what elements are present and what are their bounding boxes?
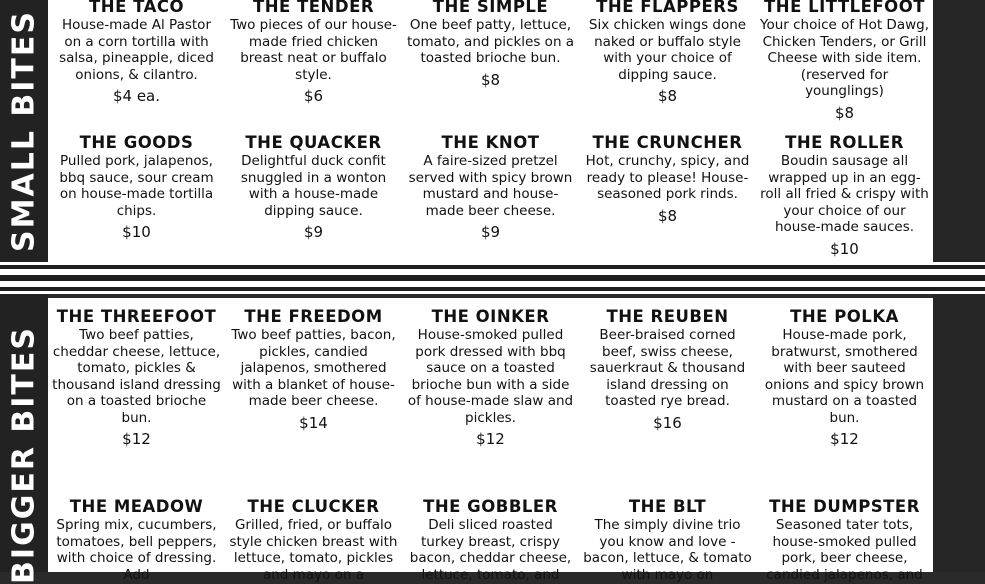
item-description: Six chicken wings done naked or buffalo style with your choice of dipping sauce. xyxy=(588,17,747,83)
divider-line xyxy=(0,287,985,291)
item-price: $4 ea. xyxy=(112,87,161,105)
item-description: The simply divine trio you know and love - bacon, lettuce, & tomato with mayo on xyxy=(583,517,752,583)
item-description: Seasoned tater tots, house-smoked pulled pork, beer cheese, candied jalapenos, and xyxy=(766,517,923,583)
menu-item xyxy=(756,134,933,258)
item-description: Pulled pork, jalapenos, bbq sauce, sour cream on house-made tortilla chips. xyxy=(59,153,214,219)
item-name: THE MEADOW xyxy=(69,497,204,516)
item-price: $12 xyxy=(122,430,151,448)
item-name: THE REUBEN xyxy=(606,307,729,326)
item-name: THE CLUCKER xyxy=(247,497,380,516)
item-name: THE GOBBLER xyxy=(423,497,558,516)
small-bites-heading: SMALL BITES xyxy=(6,10,42,252)
item-description: Delightful duck confit snuggled in a wonton with a house-made dipping sauce. xyxy=(240,153,387,219)
item-description: A faire-sized pretzel served with spicy brown mustard and house-made beer cheese. xyxy=(408,153,573,219)
item-description: Grilled, fried, or buffalo style chicken breast with lettuce, tomato, pickles and mayo on a xyxy=(229,517,398,583)
item-description: Beer-braised corned beef, swiss cheese, sauerkraut & thousand island dressing on toasted rye bread. xyxy=(589,327,746,409)
menu-item xyxy=(756,498,933,583)
item-price: $12 xyxy=(476,430,505,448)
menu-item xyxy=(402,498,579,583)
menu-item xyxy=(579,308,756,448)
item-name: THE KNOT xyxy=(441,133,540,152)
menu-item xyxy=(756,308,933,448)
small-bites-row-2 xyxy=(48,134,933,258)
item-description: Spring mix, cucumbers, tomatoes, bell peppers, with choice of dressing. Add xyxy=(56,517,217,583)
item-description: Boudin sausage all wrapped up in an egg-roll all fried & crispy with your choice of our house-made sauces. xyxy=(760,153,929,235)
menu-item xyxy=(225,498,402,583)
item-price: $9 xyxy=(480,223,501,241)
item-price: $10 xyxy=(122,223,151,241)
item-description: Two beef patties, cheddar cheese, lettuce, tomato, pickles & thousand island dressing on a toasted brioche bun. xyxy=(52,327,221,426)
item-price: $8 xyxy=(657,87,678,105)
item-description: Two pieces of our house-made fried chicken breast neat or buffalo style. xyxy=(230,17,397,83)
menu-item xyxy=(402,0,579,122)
item-name: THE GOODS xyxy=(79,133,194,152)
small-bites-label xyxy=(0,0,48,262)
item-name: THE OINKER xyxy=(431,307,550,326)
item-description: Deli sliced roasted turkey breast, crispy bacon, cheddar cheese, lettuce, tomato, and xyxy=(409,517,572,583)
item-price: $8 xyxy=(834,103,855,122)
menu-item xyxy=(48,308,225,448)
right-border xyxy=(933,294,985,572)
item-description: House-made Al Pastor on a corn tortilla with salsa, pineapple, diced onions, & cilantro. xyxy=(59,17,214,83)
section-divider xyxy=(0,262,985,294)
item-price: $10 xyxy=(830,239,859,258)
item-price: $16 xyxy=(653,413,682,432)
divider-line xyxy=(0,275,985,281)
item-price: $14 xyxy=(299,413,328,432)
item-description: Hot, crunchy, spicy, and ready to please! House-seasoned pork rinds. xyxy=(585,153,750,202)
item-name: THE LITTLEFOOT xyxy=(764,0,925,16)
item-description: House-made pork, bratwurst, smothered with beer sauteed onions and spicy brown mustard on a toasted bun. xyxy=(764,327,925,426)
menu-item xyxy=(225,0,402,122)
menu-item xyxy=(579,134,756,258)
menu-item xyxy=(579,498,756,583)
item-name: THE TENDER xyxy=(252,0,375,16)
item-name: THE FLAPPERS xyxy=(596,0,739,16)
item-name: THE ROLLER xyxy=(785,133,904,152)
item-price: $6 xyxy=(303,87,324,105)
item-name: THE QUACKER xyxy=(245,133,382,152)
bigger-bites-section xyxy=(0,294,985,584)
bigger-bites-label xyxy=(0,294,48,584)
item-name: THE CRUNCHER xyxy=(592,133,743,152)
bigger-bites-row-2 xyxy=(48,498,933,583)
small-bites-panel xyxy=(48,0,933,262)
menu-item xyxy=(402,308,579,448)
bigger-bites-panel xyxy=(48,298,933,583)
menu-item xyxy=(579,0,756,122)
item-price: $12 xyxy=(830,430,859,448)
item-name: THE SIMPLE xyxy=(432,0,549,16)
item-name: THE DUMPSTER xyxy=(769,497,920,516)
item-name: THE TACO xyxy=(89,0,184,16)
menu-item xyxy=(756,0,933,122)
item-description: One beef patty, lettuce, tomato, and pickles on a toasted brioche bun. xyxy=(406,17,575,66)
item-price: $8 xyxy=(480,70,501,89)
item-description: House-smoked pulled pork dressed with bbq sauce on a toasted brioche bun with a side of house-made slaw and pickles. xyxy=(407,327,574,426)
menu-item xyxy=(48,498,225,583)
menu-item xyxy=(402,134,579,258)
menu-item xyxy=(225,134,402,258)
item-name: THE POLKA xyxy=(790,307,899,326)
item-description: Your choice of Hot Dawg, Chicken Tenders, or Grill Cheese with side item. (reserved for younglings) xyxy=(760,17,929,99)
divider-line xyxy=(0,265,985,269)
bigger-bites-heading: BIGGER BITES xyxy=(6,326,42,584)
item-price: $8 xyxy=(657,206,678,225)
item-name: THE FREEDOM xyxy=(244,307,383,326)
item-name: THE THREEFOOT xyxy=(56,307,217,326)
bigger-bites-row-1 xyxy=(48,308,933,448)
small-bites-section xyxy=(0,0,985,262)
item-description: Two beef patties, bacon, pickles, candied jalapenos, smothered with a blanket of house-made beer cheese. xyxy=(231,327,396,409)
item-price: $9 xyxy=(303,223,324,241)
menu-item xyxy=(225,308,402,448)
small-bites-row-1 xyxy=(48,0,933,122)
menu-item xyxy=(48,134,225,258)
item-name: THE BLT xyxy=(628,497,707,516)
right-border xyxy=(933,0,985,262)
menu-item xyxy=(48,0,225,122)
